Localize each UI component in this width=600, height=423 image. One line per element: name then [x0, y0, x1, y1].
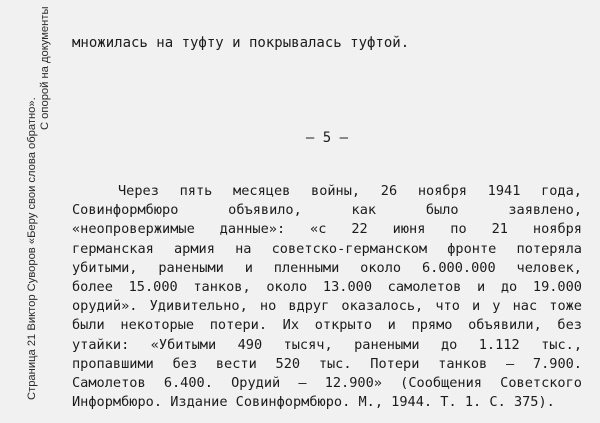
side-caption-line1: Страница 21 Виктор Суворов «Беру свои слова обратно».: [26, 97, 38, 400]
side-caption-text: [26, 7, 52, 401]
paragraph-line: германская армия на советско-германском фронте потеряла: [72, 240, 582, 257]
paragraph-line: убитыми, ранеными и пленными около 6.000.000 человек,: [72, 259, 582, 276]
paragraph-line: Информбюро. Издание Совинформбюро. М., 1944. Т. 1. С. 375).: [72, 394, 555, 411]
paragraph-line: Совинформбюро объявило, как было заявлено,: [72, 202, 582, 219]
side-caption: [6, 0, 51, 423]
paragraph-line: Через пять месяцев войны, 26 ноября 1941 года,: [118, 183, 582, 199]
paragraph-line: были некоторые потери. Их открыто и прямо объявили, без: [72, 317, 582, 334]
paragraph-line: орудий». Удивительно, но вдруг оказалось, что и у нас тоже: [72, 298, 582, 315]
paragraph-line: утайки: «Убитыми 490 тысяч, ранеными до 1.112 тыс.,: [72, 336, 582, 353]
paragraph-line: «неопровержимые данные»: «с 22 июня по 21 ноября: [72, 221, 582, 238]
top-text-line: множилась на туфту и покрывалась туфтой.: [72, 35, 410, 51]
side-caption-line2: С опорой на документы: [39, 6, 51, 130]
page-number: – 5 –: [305, 130, 349, 146]
paragraph-line: более 15.000 танков, около 13.000 самолетов и до 19.000: [72, 278, 582, 295]
paragraph-line: Самолетов 6.400. Орудий – 12.900» (Сообщения Советского: [72, 374, 582, 391]
body-paragraph: [72, 182, 582, 412]
paragraph-line: пропавшими без вести 520 тыс. Потери танков – 7.900.: [72, 355, 582, 372]
page-content: [72, 34, 582, 411]
